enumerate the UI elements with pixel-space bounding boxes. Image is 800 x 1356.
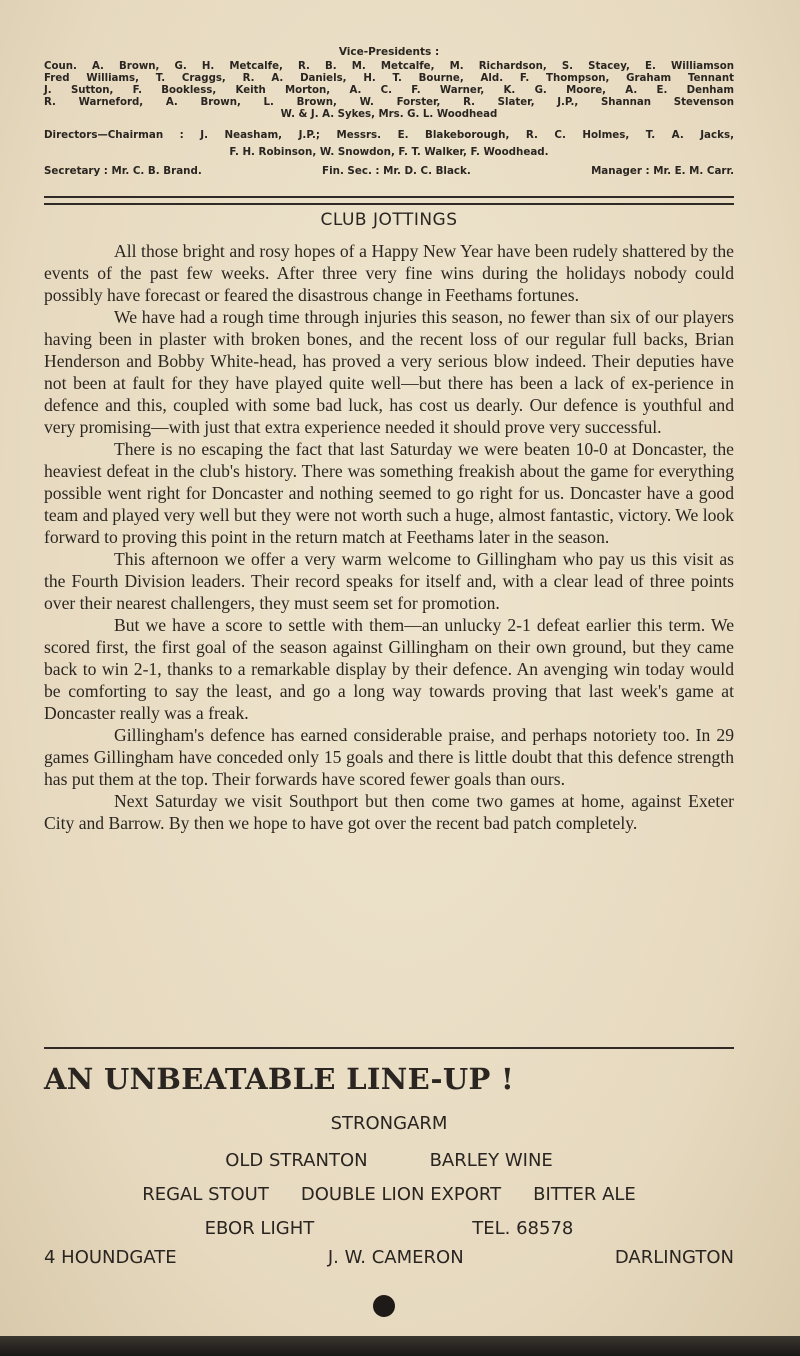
vice-presidents-line: R. Warneford, A. Brown, L. Brown, W. Forster, R. Slater, J.P., Shannan Stevenson [44, 97, 734, 108]
vice-presidents-line: W. & J. A. Sykes, Mrs. G. L. Woodhead [280, 109, 498, 120]
advert-row-4 [44, 1218, 734, 1239]
advert-headline: AN UNBEATABLE LINE-UP ! [44, 1062, 514, 1096]
advert-row-2 [44, 1150, 734, 1171]
vice-presidents-title: Vice-Presidents : [338, 46, 440, 58]
article-paragraph: Gillingham's defence has earned considerable praise, and perhaps notoriety too. In 29 games Gillingham have conceded only 15 goals and there is little doubt that this defence strength has put them at the top. Their forwards have scored fewer goals than ours. [44, 725, 734, 789]
article-title: CLUB JOTTINGS [320, 210, 458, 230]
directors-line: Directors—Chairman : J. Neasham, J.P.; Messrs. E. Blakeborough, R. C. Holmes, T. A. Jacks, [44, 129, 734, 141]
advert-address-row [44, 1247, 734, 1268]
article-paragraph: This afternoon we offer a very warm welcome to Gillingham who pay us this visit as the Fourth Division leaders. Their record speaks for itself and, with a clear lead of three points over their nearest challengers, they must seem set for promotion. [44, 549, 734, 613]
beer-double-lion-export: DOUBLE LION EXPORT [300, 1184, 502, 1205]
vice-presidents-line: J. Sutton, F. Bookless, Keith Morton, A. C. F. Warner, K. G. Moore, A. E. Denham [44, 85, 734, 96]
directors-line: F. H. Robinson, W. Snowdon, F. T. Walker, F. Woodhead. [229, 146, 549, 158]
vice-presidents-line: Fred Williams, T. Craggs, R. A. Daniels, H. T. Bourne, Ald. F. Thompson, Graham Tennant [44, 73, 734, 84]
beer-strongarm: STRONGARM [330, 1113, 448, 1134]
article-paragraph: There is no escaping the fact that last Saturday we were beaten 10-0 at Doncaster, the heaviest defeat in the club's history. There was something freakish about the game for everything possible went right for Doncaster and nothing seemed to go right for us. Doncaster have a good team and played very well but they were not worth such a huge, almost fantastic, victory. We look forward to proving this point in the return match at Feethams later in the season. [44, 439, 734, 547]
officials-header [44, 46, 734, 177]
club-jottings-article [44, 240, 734, 834]
brewery-street: 4 HOUNDGATE [44, 1247, 177, 1268]
article-paragraph: Next Saturday we visit Southport but then come two games at home, against Exeter City and Barrow. By then we hope to have got over the recent bad patch completely. [44, 791, 734, 833]
secretary: Secretary : Mr. C. B. Brand. [44, 165, 202, 177]
beer-ebor-light: EBOR LIGHT [204, 1218, 315, 1239]
article-paragraph: But we have a score to settle with them—an unlucky 2-1 defeat earlier this term. We scored first, the first goal of the season against Gillingham on their own ground, but they came back to win 2-1, thanks to a remarkable display by their defence. An avenging win today would be comforting to say the least, and go a long way towards proving that last week's game at Doncaster really was a freak. [44, 615, 734, 723]
brewery-telephone: TEL. 68578 [472, 1218, 574, 1239]
club-officials-row [44, 165, 734, 177]
directors-block [44, 127, 734, 161]
beer-old-stranton: OLD STRANTON [225, 1150, 368, 1171]
brewery-town: DARLINGTON [614, 1247, 734, 1268]
advert-divider [44, 1047, 734, 1049]
article-paragraph: All those bright and rosy hopes of a Happy New Year have been rudely shattered by the events of the past few weeks. After three very fine wins during the holidays nobody could possibly have forecast or feared the disastrous change in Feethams fortunes. [44, 241, 734, 305]
vice-presidents-line: Coun. A. Brown, G. H. Metcalfe, R. B. M. Metcalfe, M. Richardson, S. Stacey, E. Williamson [44, 61, 734, 72]
financial-secretary: Fin. Sec. : Mr. D. C. Black. [322, 165, 471, 177]
advert-row-3 [44, 1184, 734, 1205]
article-paragraph: We have had a rough time through injuries this season, no fewer than six of our players having been in plaster with broken bones, and the recent loss of our regular full backs, Brian Henderson and Bobby White-head, has proved a very serious blow indeed. Their deputies have not been at fault for they have played quite well—but there has been a lack of ex-perience in defence and this, coupled with some bad luck, has cost us dearly. Our defence is youthful and very promising—with just that extra experience needed it should prove very successful. [44, 307, 734, 437]
beer-barley-wine: BARLEY WINE [429, 1150, 553, 1171]
brewery-name: J. W. CAMERON [327, 1247, 464, 1268]
page-edge [0, 1336, 800, 1356]
advert-row-1 [44, 1113, 734, 1134]
manager: Manager : Mr. E. M. Carr. [591, 165, 734, 177]
beer-bitter-ale: BITTER ALE [533, 1184, 636, 1205]
beer-regal-stout: REGAL STOUT [142, 1184, 269, 1205]
staple-hole [373, 1295, 395, 1317]
header-divider [44, 196, 734, 205]
